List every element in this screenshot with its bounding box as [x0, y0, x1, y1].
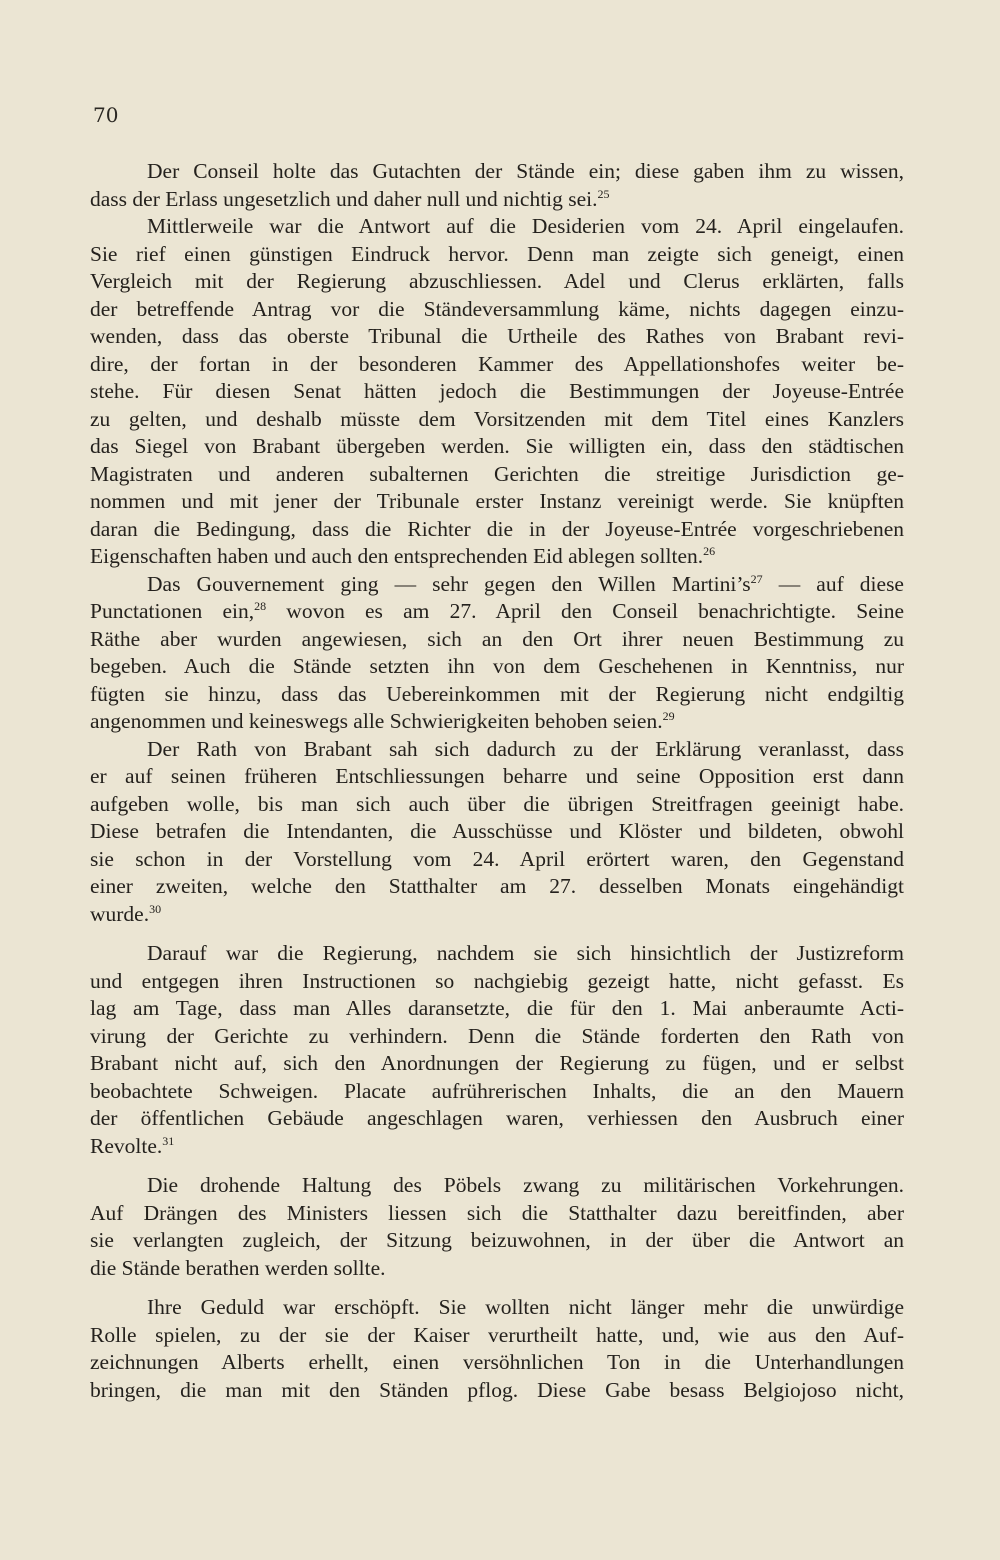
text-line: Vergleich mit der Regierung abzuschliessen. Adel und Clerus erklärten, falls [90, 269, 904, 293]
text-line: Diese betrafen die Intendanten, die Ausschüsse und Klöster und bildeten, obwohl [90, 819, 904, 843]
text-line: Darauf war die Regierung, nachdem sie sich hinsichtlich der Justizreform [147, 941, 904, 965]
text-line: Brabant nicht auf, sich den Anordnungen der Regierung zu fügen, und er selbst [90, 1051, 904, 1075]
text-line: angenommen und keineswegs alle Schwierigkeiten behoben seien.$^{29}$ [90, 709, 675, 733]
text-line: bringen, die man mit den Ständen pflog. Diese Gabe besass Belgiojoso nicht, [90, 1377, 904, 1402]
text-line: Eigenschaften haben und auch den entsprechenden Eid ablegen sollten.$^{26}$ [90, 544, 716, 568]
footnote-marker: 30 [149, 901, 162, 916]
paragraph-2 [90, 213, 904, 571]
text-line: wenden, dass das oberste Tribunal die Urtheile des Rathes von Brabant revi- [90, 324, 904, 348]
text-line: Ihre Geduld war erschöpft. Sie wollten nicht länger mehr die unwürdige [147, 1295, 904, 1319]
paragraph-7 [90, 1294, 904, 1404]
text-line: nommen und mit jener der Tribunale erster Instanz vereinigt werde. Sie knüpften [90, 489, 904, 513]
paragraph-1 [90, 158, 904, 213]
text-line: daran die Bedingung, dass die Richter die in der Joyeuse-Entrée vorgeschriebenen [90, 516, 904, 541]
text-line: zu gelten, und deshalb müsste dem Vorsitzenden mit dem Titel eines Kanzlers [90, 406, 904, 431]
text-line: das Siegel von Brabant übergeben werden. Sie willigten ein, dass den städtischen [90, 434, 904, 458]
body-text [90, 158, 904, 1404]
paragraph-6 [90, 1172, 904, 1282]
text-line: Mittlerweile war die Antwort auf die Desiderien vom 24. April eingelaufen. [147, 214, 904, 238]
text-line: virung der Gerichte zu verhindern. Denn die Stände forderten den Rath von [90, 1023, 904, 1048]
text-line: dass der Erlass ungesetzlich und daher null und nichtig sei.$^{25}$ [90, 186, 610, 211]
text-line: stehe. Für diesen Senat hätten jedoch die Bestimmungen der Joyeuse-Entrée [90, 379, 904, 403]
text-line: Die drohende Haltung des Pöbels zwang zu militärischen Vorkehrungen. [147, 1173, 904, 1197]
footnote-marker: 28 [254, 599, 267, 613]
text-line: Das Gouvernement ging — sehr gegen den Willen $Martini’s^{27}$ — auf diese [147, 571, 904, 596]
text-line: wurde.$^{30}$ [90, 901, 162, 926]
text-line: Der Rath von Brabant sah sich dadurch zu der Erklärung veranlasst, dass [147, 736, 904, 761]
text-line: er auf seinen früheren Entschliessungen beharre und seine Opposition erst dann [90, 764, 904, 788]
text-line: zeichnungen Alberts erhellt, einen versöhnlichen Ton in die Unterhandlungen [90, 1350, 904, 1374]
paragraph-3 [90, 571, 904, 736]
text-line: und entgegen ihren Instructionen so nachgiebig gezeigt hatte, nicht gefasst. Es [90, 968, 904, 993]
footnote-marker: 25 [597, 186, 610, 201]
text-line: der öffentlichen Gebäude angeschlagen waren, verhiessen den Ausbruch einer [90, 1106, 904, 1130]
paragraph-4 [90, 736, 904, 929]
text-line: lag am Tage, dass man Alles daransetzte, die für den 1. Mai anberaumte Acti- [90, 996, 904, 1020]
page-number: 70 [93, 103, 119, 127]
text-line: Räthe aber wurden angewiesen, sich an den Ort ihrer neuen Bestimmung zu [90, 626, 904, 651]
paragraph-5 [90, 940, 904, 1160]
footnote-marker: 29 [662, 709, 675, 723]
text-line: dire, der fortan in der besonderen Kammer des Appellationshofes weiter be- [90, 351, 904, 376]
text-line: fügten sie hinzu, dass das Uebereinkommen mit der Regierung nicht endgiltig [90, 681, 904, 706]
text-line: beobachtete Schweigen. Placate aufrührerischen Inhalts, die an den Mauern [90, 1078, 904, 1103]
text-line: Der Conseil holte das Gutachten der Stände ein; diese gaben ihm zu wissen, [147, 159, 904, 183]
footnote-marker: 26 [703, 544, 716, 558]
text-line: Rolle spielen, zu der sie der Kaiser verurtheilt hatte, und, wie aus den Auf- [90, 1322, 904, 1347]
text-line: die Stände berathen werden sollte. [90, 1255, 386, 1280]
text-line: sie schon in der Vorstellung vom 24. April erörtert waren, den Gegenstand [90, 846, 904, 871]
text-line: Sie rief einen günstigen Eindruck hervor. Denn man zeigte sich geneigt, einen [90, 241, 904, 266]
footnote-marker: 31 [162, 1133, 175, 1148]
text-line: begeben. Auch die Stände setzten ihn von dem Geschehenen in Kenntniss, nur [90, 654, 904, 678]
text-line: der betreffende Antrag vor die Ständeversammlung käme, nichts dagegen einzu- [90, 296, 904, 321]
text-line: einer zweiten, welche den Statthalter am 27. desselben Monats eingehändigt [90, 874, 904, 898]
footnote-marker: 27 [750, 571, 763, 586]
text-line: Punctationen ein,$^{28}$ wovon es am 27. April den Conseil benachrichtigte. Seine [90, 599, 905, 623]
text-line: sie verlangten zugleich, der Sitzung beizuwohnen, in der über die Antwort an [90, 1228, 904, 1252]
text-line: Auf Drängen des Ministers liessen sich die Statthalter dazu bereitfinden, aber [90, 1200, 904, 1225]
text-line: Magistraten und anderen subalternen Gerichten die streitige Jurisdiction ge- [90, 461, 904, 486]
text-line: aufgeben wolle, bis man sich auch über die übrigen Streitfragen geeinigt habe. [90, 791, 904, 816]
text-line: Revolte.$^{31}$ [90, 1133, 175, 1158]
